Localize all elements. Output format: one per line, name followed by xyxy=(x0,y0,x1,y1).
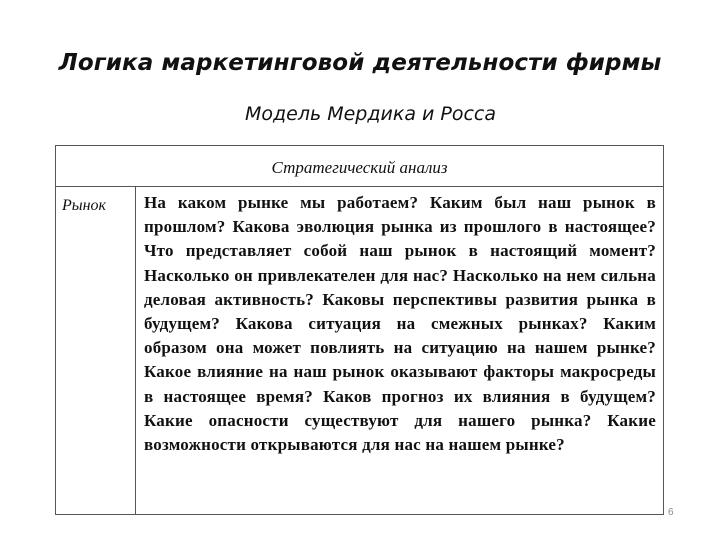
slide-subtitle: Модель Мердика и Росса xyxy=(245,103,497,125)
slide-title: Логика маркетинговой деятельности фирмы xyxy=(58,50,662,76)
analysis-table xyxy=(55,145,664,515)
row-label: Рынок xyxy=(56,187,136,514)
table-header: Стратегический анализ xyxy=(56,146,663,187)
row-text: На каком рынке мы работаем? Каким был наш рынок в прошлом? Какова эволюция рынка из прошлого в настоящее? Что представляет собой наш рынок в настоящий момент? Насколько он привлекателен для нас? Насколько на нем сильна деловая активность? Каковы перспективы развития рынка в будущем? Какова ситуация на смежных рынках? Каким образом она может повлиять на ситуацию на нашем рынке? Какое влияние на наш рынок оказывают факторы макросреды в настоящее время? Каков прогноз их влияния в будущем? Какие опасности существуют для нашего рынка? Какие возможности открываются для нас на нашем рынке? xyxy=(144,193,656,455)
page-number: 6 xyxy=(668,507,674,518)
